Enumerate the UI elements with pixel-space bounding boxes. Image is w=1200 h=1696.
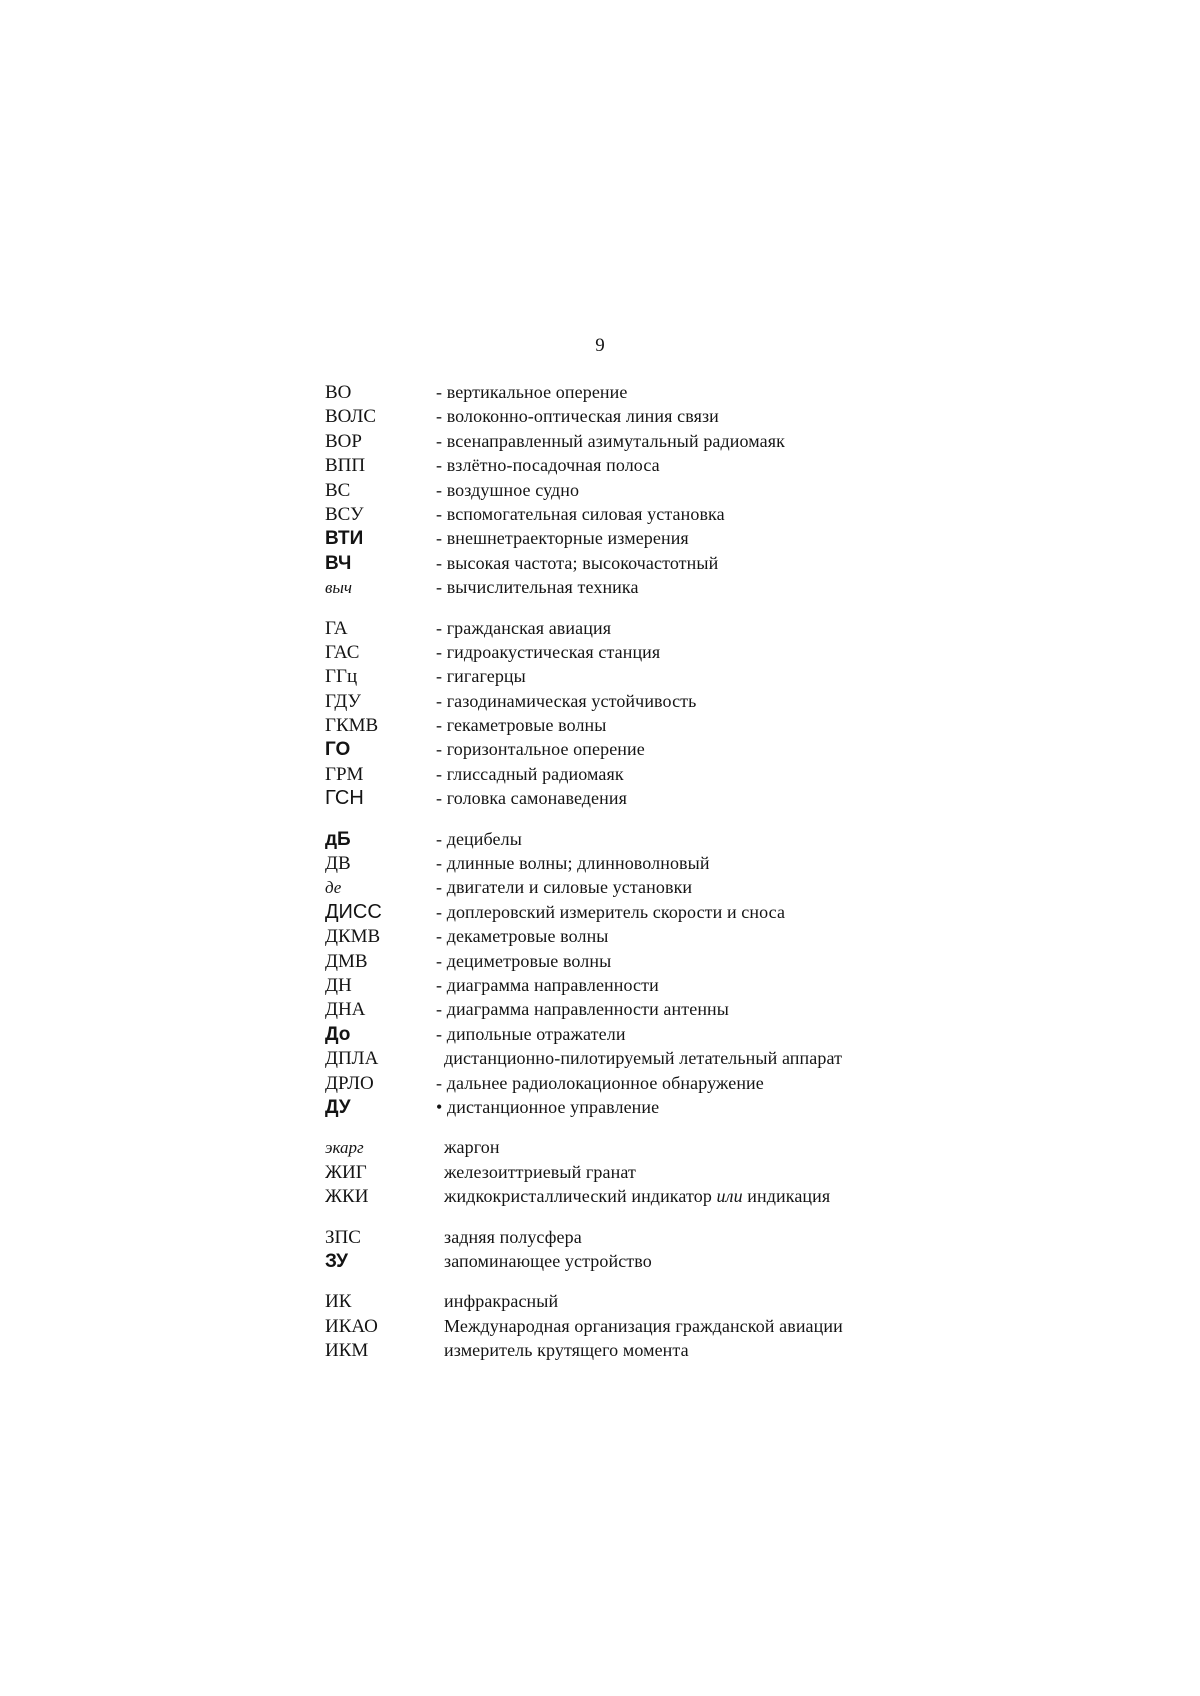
list-item — [325, 1135, 925, 1159]
definition: - газодинамическая устойчивость — [436, 690, 697, 711]
abbreviation: ИК — [325, 1291, 352, 1313]
list-item — [325, 404, 925, 428]
definition: - двигатели и силовые установки — [436, 877, 693, 898]
list-item — [325, 713, 925, 737]
list-item — [325, 1071, 925, 1095]
definition: - декаметровые волны — [436, 926, 609, 947]
list-item — [325, 786, 925, 810]
section-z — [325, 1225, 925, 1274]
definition: - головка самонаведения — [436, 788, 627, 809]
definition: дистанционно-пилотируемый летательный аппарат — [444, 1048, 843, 1069]
abbreviation: ВПП — [325, 455, 366, 477]
list-item — [325, 900, 925, 924]
definition: - взлётно-посадочная полоса — [436, 455, 660, 476]
list-item — [325, 502, 925, 526]
list-item — [325, 1160, 925, 1184]
abbreviation: дБ — [325, 828, 351, 850]
definition: - вспомогательная силовая установка — [436, 503, 725, 524]
definition: - высокая частота; высокочастотный — [436, 552, 719, 573]
abbreviation: экарг — [325, 1138, 364, 1158]
list-item — [325, 997, 925, 1021]
list-item — [325, 1314, 925, 1338]
list-item — [325, 737, 925, 761]
abbreviation: ДИСС — [325, 900, 382, 923]
abbreviation: ГКМВ — [325, 715, 379, 737]
list-item — [325, 575, 925, 599]
section-zh — [325, 1135, 925, 1208]
definition: - диаграмма направленности антенны — [436, 999, 729, 1020]
list-item — [325, 551, 925, 575]
abbreviation: ДМВ — [325, 950, 368, 972]
list-item — [325, 478, 925, 502]
definition: - децибелы — [436, 828, 522, 849]
list-item — [325, 1046, 925, 1070]
definition: - глиссадный радиомаяк — [436, 763, 624, 784]
definition: жаргон — [444, 1137, 500, 1158]
definition-part: индикация — [742, 1186, 831, 1207]
definition: - доплеровский измеритель скорости и сноса — [436, 901, 786, 922]
list-item — [325, 1289, 925, 1313]
section-i — [325, 1289, 925, 1362]
abbreviation: ВОЛС — [325, 406, 377, 428]
definition: - волоконно-оптическая линия связи — [436, 406, 719, 427]
definition: - воздушное судно — [436, 479, 580, 500]
definition: - гидроакустическая станция — [436, 641, 661, 662]
list-item — [325, 949, 925, 973]
definition: инфракрасный — [444, 1291, 559, 1312]
list-item — [325, 689, 925, 713]
definition: • дистанционное управление — [436, 1096, 660, 1117]
definition: измеритель крутящего момента — [444, 1340, 689, 1361]
abbreviation: выч — [325, 578, 353, 598]
definition: задняя полусфера — [444, 1226, 582, 1247]
abbreviation: де — [325, 878, 342, 898]
definition: запоминающее устройство — [444, 1250, 652, 1271]
list-item — [325, 1225, 925, 1249]
abbreviation: ДПЛА — [325, 1048, 379, 1070]
section-d — [325, 827, 925, 1120]
abbreviation: ВО — [325, 382, 352, 403]
abbreviation: ЗПС — [325, 1226, 361, 1248]
list-item — [325, 851, 925, 875]
definition: - длинные волны; длинноволновый — [436, 853, 710, 874]
abbreviation: До — [325, 1023, 351, 1045]
definition: - гражданская авиация — [436, 617, 612, 638]
abbreviation: ГА — [325, 617, 348, 639]
page-number: 9 — [595, 335, 605, 356]
abbreviation: ДВ — [325, 853, 351, 875]
abbreviation: ГСН — [325, 787, 364, 810]
list-item — [325, 1184, 925, 1208]
definition: - дипольные отражатели — [436, 1023, 626, 1044]
definition: - всенаправленный азимутальный радиомаяк — [436, 430, 785, 451]
abbreviation: ЖКИ — [325, 1186, 369, 1208]
abbreviation: ГГц — [325, 666, 358, 688]
list-item — [325, 762, 925, 786]
list-item — [325, 1095, 925, 1119]
abbreviation: ИКМ — [325, 1340, 369, 1362]
definition: - диаграмма направленности — [436, 974, 659, 995]
list-item — [325, 1249, 925, 1273]
abbreviation: ВТИ — [325, 528, 364, 550]
abbreviation: ДРЛО — [325, 1072, 374, 1094]
list-item — [325, 616, 925, 640]
abbreviation: ВЧ — [325, 552, 352, 574]
list-item — [325, 526, 925, 550]
definition: - вертикальное оперение — [436, 382, 628, 402]
definition: Международная организация гражданской авиации — [444, 1315, 843, 1336]
abbreviation: ДН — [325, 974, 352, 996]
abbreviation: ГРМ — [325, 763, 364, 785]
definition: - дальнее радиолокационное обнаружение — [436, 1072, 764, 1093]
abbreviation: ВСУ — [325, 503, 364, 525]
section-g — [325, 616, 925, 811]
abbreviation: ДНА — [325, 999, 366, 1021]
abbreviation: ВС — [325, 479, 351, 501]
list-item — [325, 640, 925, 664]
abbreviation: ГАС — [325, 641, 360, 663]
definition — [436, 1184, 925, 1208]
abbreviation: ГО — [325, 739, 351, 761]
list-item — [325, 664, 925, 688]
list-item — [325, 1022, 925, 1046]
list-item — [325, 924, 925, 948]
definition: - внешнетраекторные измерения — [436, 528, 689, 549]
definition: - гекаметровые волны — [436, 715, 607, 736]
abbreviation: ВОР — [325, 430, 362, 452]
definition: - гигагерцы — [436, 666, 526, 687]
definition-part: жидкокристаллический индикатор — [444, 1186, 717, 1207]
definition: - вычислительная техника — [436, 577, 639, 598]
list-item — [325, 453, 925, 477]
abbreviation: ДУ — [325, 1096, 351, 1118]
list-item — [325, 875, 925, 899]
list-item — [325, 827, 925, 851]
abbreviation: ДКМВ — [325, 926, 381, 948]
list-item — [325, 1338, 925, 1362]
abbreviation-list — [325, 380, 925, 1362]
definition: - горизонтальное оперение — [436, 739, 645, 760]
definition-emphasis: или — [716, 1186, 743, 1207]
definition: - дециметровые волны — [436, 950, 612, 971]
section-v — [325, 380, 925, 600]
list-item — [325, 380, 925, 404]
abbreviation: ЗУ — [325, 1250, 348, 1272]
list-item — [325, 429, 925, 453]
abbreviation: ГДУ — [325, 690, 361, 712]
list-item — [325, 973, 925, 997]
abbreviation: ЖИГ — [325, 1161, 367, 1183]
abbreviation: ИКАО — [325, 1315, 378, 1337]
definition: железоиттриевый гранат — [444, 1161, 636, 1182]
